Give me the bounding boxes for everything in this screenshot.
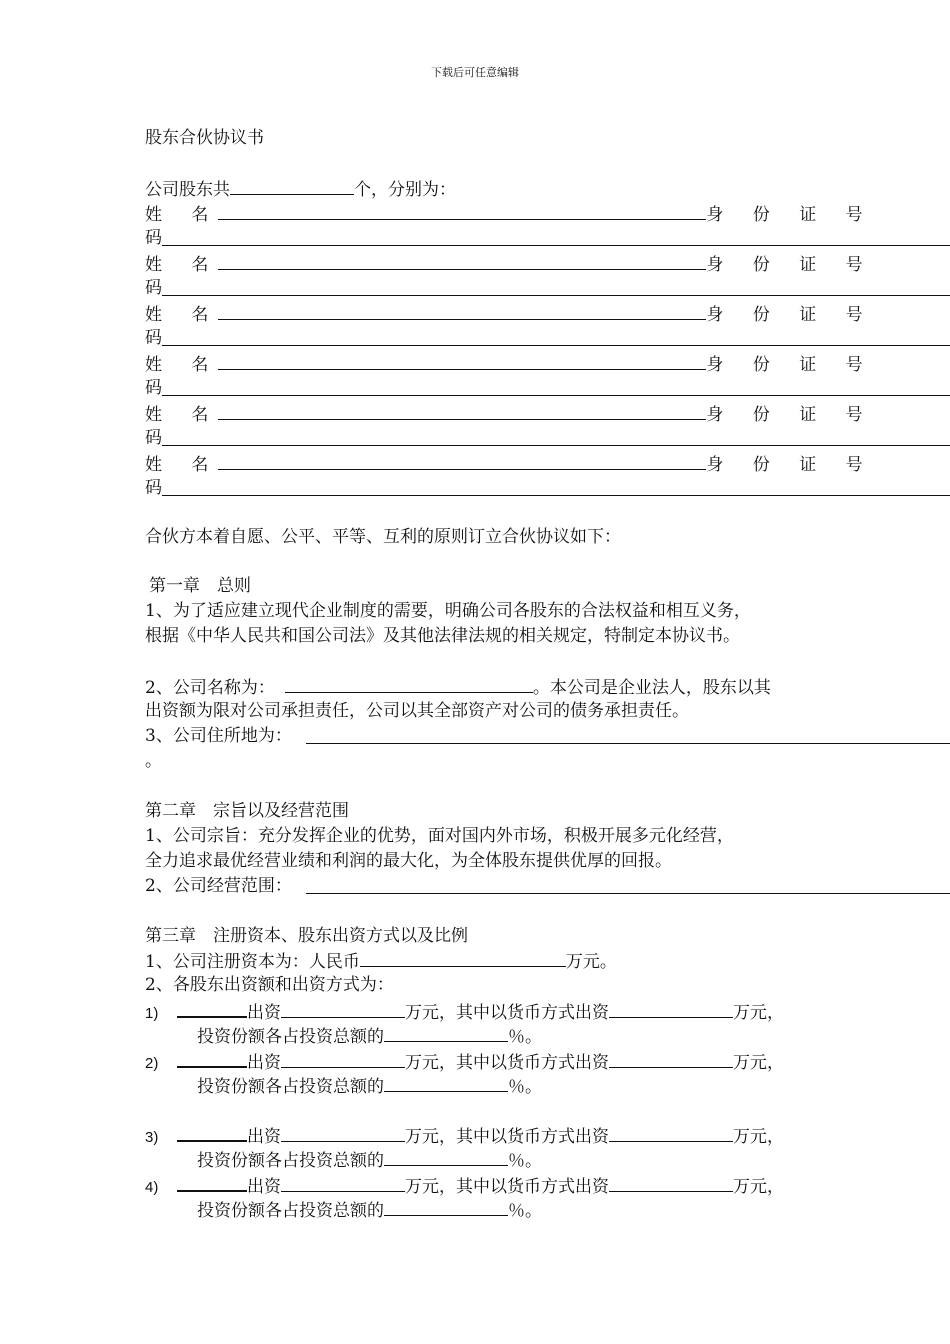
shareholder-id-row xyxy=(145,426,162,450)
id-number-blank[interactable] xyxy=(162,395,950,396)
chapter1-p3-end: 。 xyxy=(145,751,162,771)
chapter2-title: 第二章 宗旨以及经营范围 xyxy=(145,801,349,821)
percent-label: ％。 xyxy=(508,1201,542,1221)
page-header-note: 下载后可任意编辑 xyxy=(431,66,519,79)
shareholder-id-row xyxy=(145,376,162,400)
cash-amount-blank[interactable] xyxy=(609,1173,733,1192)
shareholder-count-prefix: 公司股东共 xyxy=(145,180,230,200)
shareholder-id-row xyxy=(145,476,162,500)
name-blank[interactable] xyxy=(218,351,706,370)
name-blank[interactable] xyxy=(218,301,706,320)
registered-capital-label: 1、公司注册资本为：人民币 xyxy=(145,952,360,972)
company-address-blank[interactable] xyxy=(306,743,950,744)
id-label: 身 份 证 号 xyxy=(706,455,875,475)
share-percent-blank[interactable] xyxy=(384,1023,508,1042)
chapter1-p3: 3、公司住所地为： xyxy=(145,726,292,746)
id-label-cont: 码 xyxy=(145,378,162,398)
share-label: 投资份额各占投资总额的 xyxy=(197,1201,384,1221)
id-number-blank[interactable] xyxy=(162,295,950,296)
contribution-item xyxy=(145,1122,784,1146)
share-label: 投资份额各占投资总额的 xyxy=(197,1077,384,1097)
contrib-label: 出资 xyxy=(247,1003,281,1023)
name-label: 姓 名 xyxy=(145,205,221,225)
id-label: 身 份 证 号 xyxy=(706,355,875,375)
shareholder-row xyxy=(145,351,875,375)
id-number-blank[interactable] xyxy=(162,345,950,346)
contrib-label: 出资 xyxy=(247,1053,281,1073)
company-name-suffix: 。本公司是企业法人，股东以其 xyxy=(532,678,771,698)
share-label: 投资份额各占投资总额的 xyxy=(197,1027,384,1047)
id-label: 身 份 证 号 xyxy=(706,405,875,425)
name-label: 姓 名 xyxy=(145,455,221,475)
id-label-cont: 码 xyxy=(145,278,162,298)
chapter1-p2b: 出资额为限对公司承担责任，公司以其全部资产对公司的债务承担责任。 xyxy=(145,701,689,721)
id-label-cont: 码 xyxy=(145,428,162,448)
id-label-cont: 码 xyxy=(145,228,162,248)
percent-label: ％。 xyxy=(508,1151,542,1171)
contribution-item xyxy=(145,1048,784,1072)
shareholder-id-row xyxy=(145,276,162,300)
id-label: 身 份 证 号 xyxy=(706,305,875,325)
contrib-amount-blank[interactable] xyxy=(281,1049,405,1068)
contribution-item xyxy=(145,1172,784,1196)
shareholder-id-row xyxy=(145,326,162,350)
chapter3-p2: 2、各股东出资额和出资方式为： xyxy=(145,975,394,995)
chapter1-p2a xyxy=(145,674,771,698)
cash-label: 万元，其中以货币方式出资 xyxy=(405,1127,609,1147)
cash-amount-blank[interactable] xyxy=(609,999,733,1018)
principle-text: 合伙方本着自愿、公平、平等、互利的原则订立合伙协议如下： xyxy=(145,527,621,547)
contribution-share-line xyxy=(197,1147,542,1171)
shareholder-name-blank[interactable] xyxy=(177,998,247,1018)
item-marker: 4) xyxy=(145,1179,159,1196)
shareholder-id-row xyxy=(145,226,162,250)
contribution-item xyxy=(145,998,784,1022)
percent-label: ％。 xyxy=(508,1027,542,1047)
shareholder-name-blank[interactable] xyxy=(177,1172,247,1192)
shareholder-row xyxy=(145,401,875,425)
name-label: 姓 名 xyxy=(145,255,221,275)
shareholder-row xyxy=(145,251,875,275)
chapter3-p1 xyxy=(145,948,617,972)
cash-amount-blank[interactable] xyxy=(609,1123,733,1142)
cash-label: 万元，其中以货币方式出资 xyxy=(405,1003,609,1023)
document-title: 股东合伙协议书 xyxy=(145,128,264,148)
chapter1-p1b: 根据《中华人民共和国公司法》及其他法律法规的相关规定，特制定本协议书。 xyxy=(145,626,740,646)
share-percent-blank[interactable] xyxy=(384,1147,508,1166)
contrib-label: 出资 xyxy=(247,1177,281,1197)
share-percent-blank[interactable] xyxy=(384,1073,508,1092)
wan-label: 万元， xyxy=(733,1003,784,1023)
business-scope-blank[interactable] xyxy=(306,893,950,894)
cash-label: 万元，其中以货币方式出资 xyxy=(405,1053,609,1073)
chapter2-p2: 2、公司经营范围： xyxy=(145,876,292,896)
id-label-cont: 码 xyxy=(145,478,162,498)
id-number-blank[interactable] xyxy=(162,445,950,446)
shareholder-row xyxy=(145,301,875,325)
chapter3-title: 第三章 注册资本、股东出资方式以及比例 xyxy=(145,926,468,946)
company-name-blank[interactable] xyxy=(285,674,533,693)
chapter2-p1a: 1、公司宗旨：充分发挥企业的优势，面对国内外市场，积极开展多元化经营， xyxy=(145,826,734,846)
contrib-amount-blank[interactable] xyxy=(281,1123,405,1142)
id-number-blank[interactable] xyxy=(162,245,950,246)
shareholder-count-suffix: 个，分别为： xyxy=(354,180,456,200)
chapter2-p1b: 全力追求最优经营业绩和利润的最大化，为全体股东提供优厚的回报。 xyxy=(145,851,672,871)
id-label-cont: 码 xyxy=(145,328,162,348)
shareholder-name-blank[interactable] xyxy=(177,1122,247,1142)
company-name-label: 2、公司名称为： xyxy=(145,678,275,698)
contrib-amount-blank[interactable] xyxy=(281,999,405,1018)
name-label: 姓 名 xyxy=(145,355,221,375)
shareholder-row xyxy=(145,451,875,475)
registered-capital-blank[interactable] xyxy=(360,948,566,967)
chapter1-title: 第一章 总则 xyxy=(149,576,251,596)
id-label: 身 份 证 号 xyxy=(706,205,875,225)
id-label: 身 份 证 号 xyxy=(706,255,875,275)
contribution-share-line xyxy=(197,1197,542,1221)
name-blank[interactable] xyxy=(218,251,706,270)
name-blank[interactable] xyxy=(218,401,706,420)
cash-label: 万元，其中以货币方式出资 xyxy=(405,1177,609,1197)
shareholder-row xyxy=(145,201,875,225)
shareholder-count-blank[interactable] xyxy=(230,176,354,195)
name-label: 姓 名 xyxy=(145,305,221,325)
contrib-amount-blank[interactable] xyxy=(281,1173,405,1192)
wan-label: 万元， xyxy=(733,1127,784,1147)
contribution-share-line xyxy=(197,1073,542,1097)
share-label: 投资份额各占投资总额的 xyxy=(197,1151,384,1171)
chapter1-p1a: 1、为了适应建立现代企业制度的需要，明确公司各股东的合法权益和相互义务， xyxy=(145,601,751,621)
name-label: 姓 名 xyxy=(145,405,221,425)
name-blank[interactable] xyxy=(218,451,706,470)
item-marker: 3) xyxy=(145,1129,159,1146)
contribution-share-line xyxy=(197,1023,542,1047)
item-marker: 1) xyxy=(145,1005,159,1022)
contrib-label: 出资 xyxy=(247,1127,281,1147)
item-marker: 2) xyxy=(145,1055,159,1072)
percent-label: ％。 xyxy=(508,1077,542,1097)
id-number-blank[interactable] xyxy=(162,495,950,496)
shareholder-name-blank[interactable] xyxy=(177,1048,247,1068)
cash-amount-blank[interactable] xyxy=(609,1049,733,1068)
share-percent-blank[interactable] xyxy=(384,1197,508,1216)
wan-label: 万元， xyxy=(733,1053,784,1073)
registered-capital-unit: 万元。 xyxy=(565,952,617,972)
shareholder-count-line xyxy=(145,176,456,200)
wan-label: 万元， xyxy=(733,1177,784,1197)
name-blank[interactable] xyxy=(218,201,706,220)
